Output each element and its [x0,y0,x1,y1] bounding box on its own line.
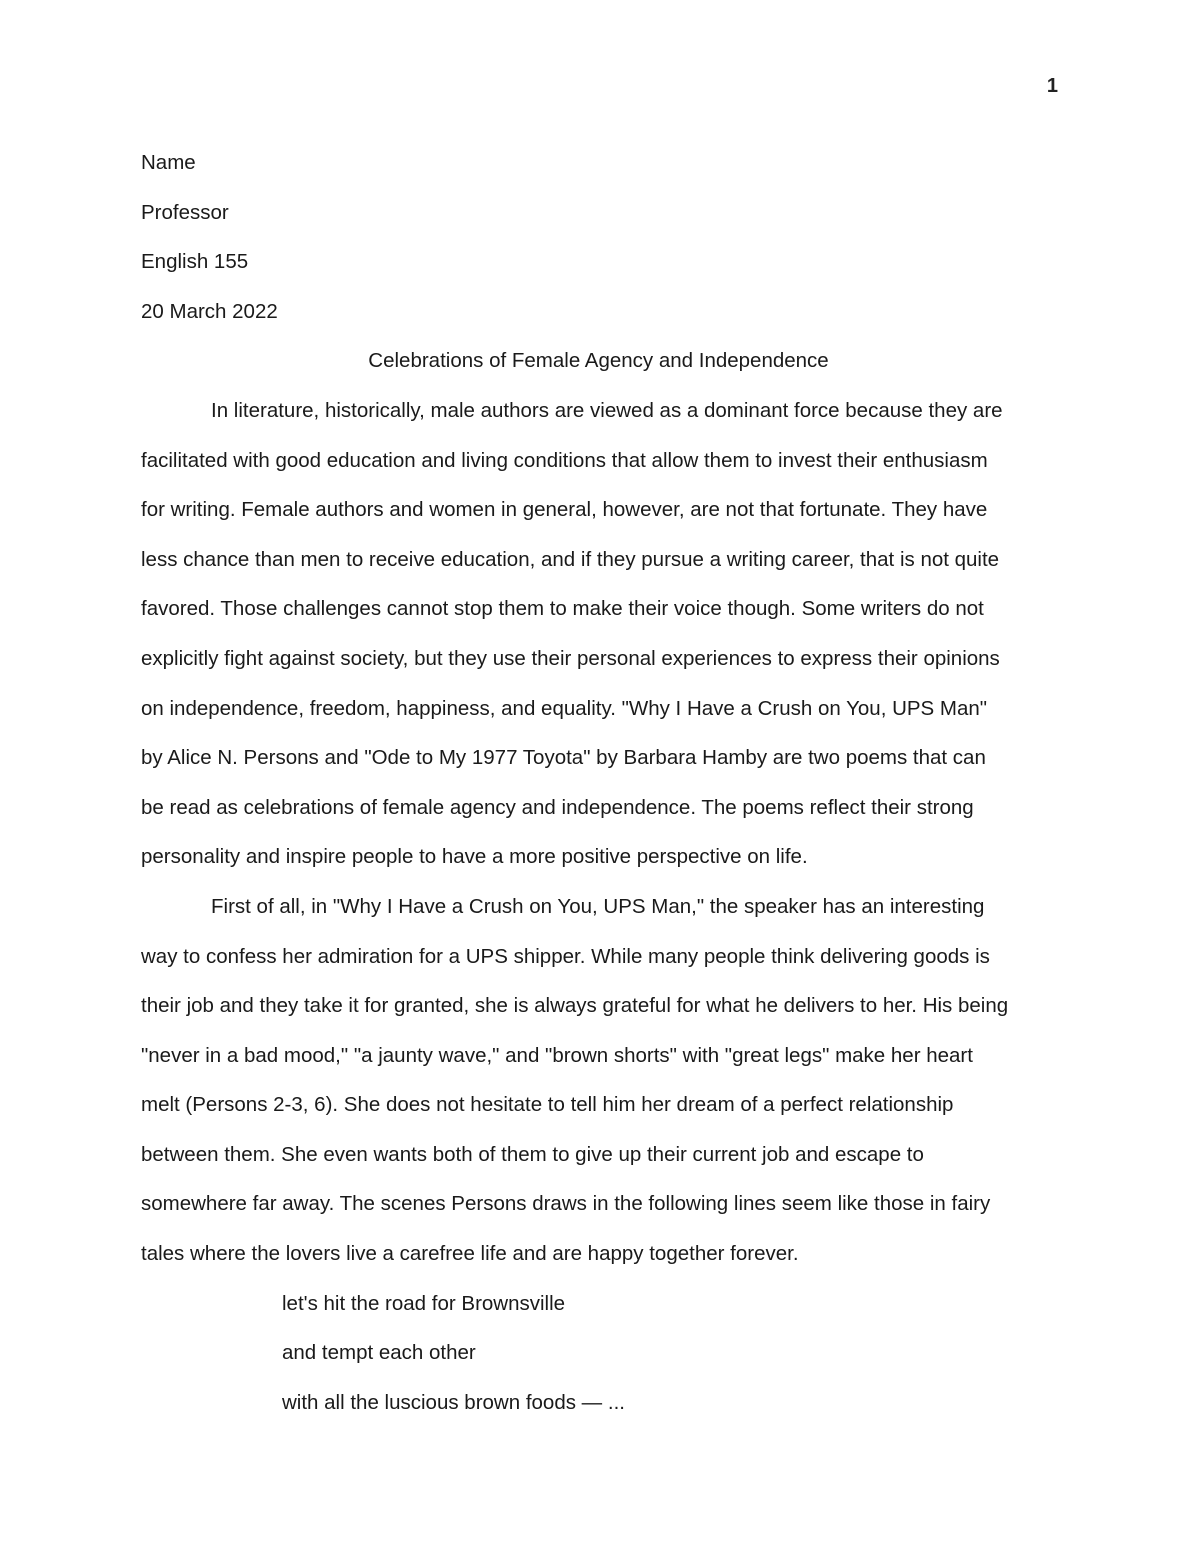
paragraph-line: by Alice N. Persons and "Ode to My 1977 Toyota" by Barbara Hamby are two poems that can [141,746,986,770]
paragraph-line: melt (Persons 2-3, 6). She does not hesitate to tell him her dream of a perfect relationship [141,1093,954,1117]
quote-line: with all the luscious brown foods — ... [282,1390,625,1414]
paragraph-line: be read as celebrations of female agency and independence. The poems reflect their strong [141,795,974,819]
paragraph-line: their job and they take it for granted, she is always grateful for what he delivers to her. His being [141,994,1009,1018]
professor-name: Professor [141,200,229,224]
paragraph-line: In literature, historically, male authors are viewed as a dominant force because they are [211,398,1003,422]
quote-line: and tempt each other [282,1341,476,1365]
block-quote [141,1279,1056,1428]
course-name: English 155 [141,250,249,274]
student-name: Name [141,151,196,174]
paragraph-line: explicitly fight against society, but they use their personal experiences to express their opinions [141,646,1000,670]
paragraph-line: less chance than men to receive education, and if they pursue a writing career, that is not quite [141,547,1000,571]
paragraph-line: somewhere far away. The scenes Persons draws in the following lines seem like those in fairy [141,1192,991,1216]
document-body [141,138,1056,1427]
paragraph-line: "never in a bad mood," "a jaunty wave," and "brown shorts" with "great legs" make her heart [141,1043,973,1067]
essay-title: Celebrations of Female Agency and Independence [368,349,829,373]
paragraph-line: favored. Those challenges cannot stop them to make their voice though. Some writers do not [141,597,984,621]
page-number: 1 [1046,75,1058,97]
paragraph-2 [141,882,1056,1279]
paragraph-line: for writing. Female authors and women in general, however, are not that fortunate. They have [141,498,988,522]
paragraph-line: between them. She even wants both of them to give up their current job and escape to [141,1142,924,1166]
paragraph-1 [141,386,1056,882]
paragraph-line: on independence, freedom, happiness, and equality. "Why I Have a Crush on You, UPS Man" [141,696,988,720]
paragraph-line: personality and inspire people to have a more positive perspective on life. [141,845,808,869]
paragraph-line: facilitated with good education and living conditions that allow them to invest their enthusiasm [141,448,988,472]
quote-line: let's hit the road for Brownsville [282,1291,566,1315]
essay-date: 20 March 2022 [141,299,278,323]
paragraph-line: way to confess her admiration for a UPS shipper. While many people think delivering goods is [141,944,990,968]
paragraph-line: First of all, in "Why I Have a Crush on You, UPS Man," the speaker has an interesting [211,894,985,918]
paragraph-line: tales where the lovers live a carefree life and are happy together forever. [141,1242,799,1266]
